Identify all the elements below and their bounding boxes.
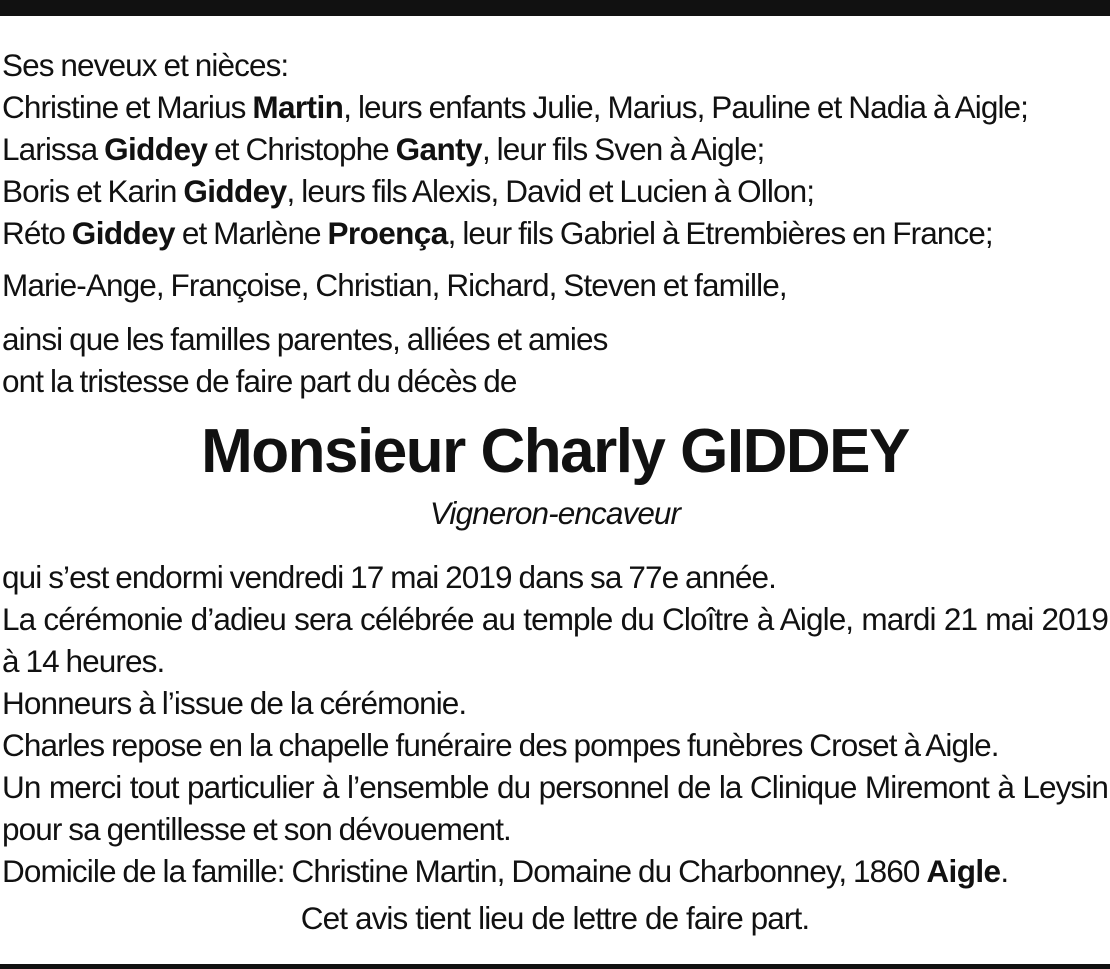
nephews-nieces-heading: Ses neveux et nièces: xyxy=(2,47,289,83)
family-line-text: et Marlène xyxy=(174,215,328,251)
extended-family-line: Marie-Ange, Françoise, Christian, Richard, Steven et famille, xyxy=(2,267,787,303)
family-line-text: , leur fils Sven à Aigle; xyxy=(481,131,765,167)
extended-family-section xyxy=(2,264,1108,306)
family-surname: Proença xyxy=(327,215,448,251)
family-domicile xyxy=(2,850,1108,892)
family-line-martin xyxy=(2,86,1108,128)
family-surname: Giddey xyxy=(71,215,175,251)
family-surname: Giddey xyxy=(183,173,287,209)
thanks-statement: Un merci tout particulier à l’ensemble du personnel de la Clinique Miremont à Leysin pour sa gentillesse et son dévouement. xyxy=(2,769,1108,847)
family-line-text: Christine et Marius xyxy=(2,89,253,125)
bottom-border-rule xyxy=(0,964,1110,969)
family-surname: Martin xyxy=(252,89,344,125)
domicile-end: . xyxy=(1000,853,1009,889)
relatives-line: ainsi que les familles parentes, alliées et amies xyxy=(2,321,608,357)
honours-statement: Honneurs à l’issue de la cérémonie. xyxy=(2,685,467,721)
family-line-text: Larissa xyxy=(2,131,105,167)
family-line-text: , leurs enfants Julie, Marius, Pauline et Nadia à Aigle; xyxy=(343,89,1029,125)
family-line-text: , leur fils Gabriel à Etrembières en France; xyxy=(447,215,993,251)
family-line-text: Boris et Karin xyxy=(2,173,184,209)
family-line-reto xyxy=(2,212,1108,254)
deceased-profession: Vigneron-encaveur xyxy=(429,495,681,531)
family-line-boris xyxy=(2,170,1108,212)
announcement-intro xyxy=(2,318,1108,402)
family-line-larissa xyxy=(2,128,1108,170)
domicile-text: Domicile de la famille: Christine Martin, Domaine du Charbonney, 1860 xyxy=(2,853,927,889)
family-line-text: , leurs fils Alexis, David et Lucien à Ollon; xyxy=(286,173,815,209)
death-statement: qui s’est endormi vendredi 17 mai 2019 dans sa 77e année. xyxy=(2,559,777,595)
family-line-text: Réto xyxy=(2,215,72,251)
funeral-details-section xyxy=(2,556,1108,892)
family-surname: Ganty xyxy=(395,131,482,167)
ceremony-statement: La cérémonie d’adieu sera célébrée au temple du Cloître à Aigle, mardi 21 mai 2019 à 14 heures. xyxy=(2,601,1108,679)
top-border-rule xyxy=(0,0,1110,16)
chapel-statement: Charles repose en la chapelle funéraire des pompes funèbres Croset à Aigle. xyxy=(2,727,999,763)
nephews-nieces-section xyxy=(2,44,1108,254)
deceased-name: Monsieur Charly GIDDEY xyxy=(201,417,909,486)
family-line-text: et Christophe xyxy=(207,131,396,167)
announcement-line: ont la tristesse de faire part du décès de xyxy=(2,363,517,399)
domicile-city: Aigle xyxy=(926,853,1001,889)
notice-statement: Cet avis tient lieu de lettre de faire part. xyxy=(300,900,810,936)
family-surname: Giddey xyxy=(104,131,208,167)
